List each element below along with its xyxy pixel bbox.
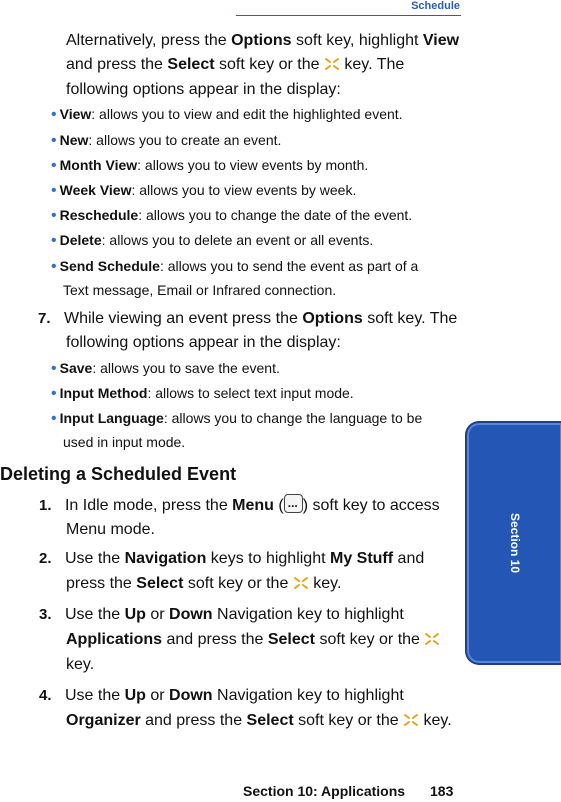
intro-line-2: and press the Select soft key or the key. The bbox=[66, 56, 405, 73]
bullet-icon: • bbox=[51, 182, 57, 199]
bullet-icon: • bbox=[51, 258, 57, 275]
list-item: • Input Method: allows to select text input mode. bbox=[51, 385, 354, 402]
list-item: • Input Language: allows you to change the language to be bbox=[51, 410, 423, 427]
list-item: • View: allows you to view and edit the highlighted event. bbox=[51, 106, 403, 123]
list-item: • New: allows you to create an event. bbox=[51, 132, 282, 149]
bullet-icon: • bbox=[51, 385, 57, 402]
list-item: • Save: allows you to save the event. bbox=[51, 360, 280, 377]
bullet-icon: • bbox=[51, 360, 57, 377]
navigation-key-icon bbox=[324, 57, 340, 71]
step-2-line-2: press the Select soft key or the key. bbox=[66, 575, 342, 592]
step-7-line-2: following options appear in the display: bbox=[66, 334, 341, 351]
navigation-key-icon bbox=[424, 632, 440, 646]
step-7-line-1: 7. While viewing an event press the Options soft key. The bbox=[38, 310, 458, 327]
list-item: • Reschedule: allows you to change the date of the event. bbox=[51, 207, 413, 224]
section-tab-label: Section 10 bbox=[507, 512, 522, 574]
list-item: • Send Schedule: allows you to send the event as part of a bbox=[51, 258, 419, 275]
footer-section-label: Section 10: Applications bbox=[243, 783, 406, 799]
step-1-line-2: Menu mode. bbox=[66, 521, 155, 538]
list-item: • Delete: allows you to delete an event or all events. bbox=[51, 232, 374, 249]
navigation-key-icon bbox=[403, 713, 419, 727]
step-2-line-1: 2. Use the Navigation keys to highlight My Stuff and bbox=[39, 550, 425, 567]
list-item: • Month View: allows you to view events by month. bbox=[51, 157, 369, 174]
bullet-icon: • bbox=[51, 232, 57, 249]
intro-line-3: following options appear in the display: bbox=[66, 81, 341, 98]
step-1-line-1: 1. In Idle mode, press the Menu (... ) soft key to access bbox=[39, 494, 440, 517]
navigation-key-icon bbox=[293, 576, 309, 590]
bullet-icon: • bbox=[51, 410, 57, 427]
bullet-icon: • bbox=[51, 132, 57, 149]
running-header-title: Schedule bbox=[411, 0, 460, 12]
step-3-line-3: key. bbox=[66, 656, 95, 673]
footer-page-number: 183 bbox=[430, 783, 454, 799]
list-item: • Week View: allows you to view events by week. bbox=[51, 182, 357, 199]
bullet-icon: • bbox=[51, 207, 57, 224]
list-item-continuation: used in input mode. bbox=[63, 434, 186, 450]
step-3-line-1: 3. Use the Up or Down Navigation key to highlight bbox=[39, 606, 404, 623]
step-3-line-2: Applications and press the Select soft key or the bbox=[66, 628, 440, 651]
section-tab bbox=[465, 421, 561, 665]
step-4-line-2: Organizer and press the Select soft key or the key. bbox=[66, 712, 452, 729]
header-rule bbox=[236, 15, 461, 16]
section-heading: Deleting a Scheduled Event bbox=[0, 464, 237, 484]
intro-line-1: Alternatively, press the Options soft key, highlight View bbox=[66, 32, 460, 49]
menu-key-icon bbox=[284, 494, 303, 513]
list-item-continuation: Text message, Email or Infrared connection. bbox=[63, 282, 337, 298]
bullet-icon: • bbox=[51, 106, 57, 123]
bullet-icon: • bbox=[51, 157, 57, 174]
step-4-line-1: 4. Use the Up or Down Navigation key to highlight bbox=[39, 687, 404, 704]
